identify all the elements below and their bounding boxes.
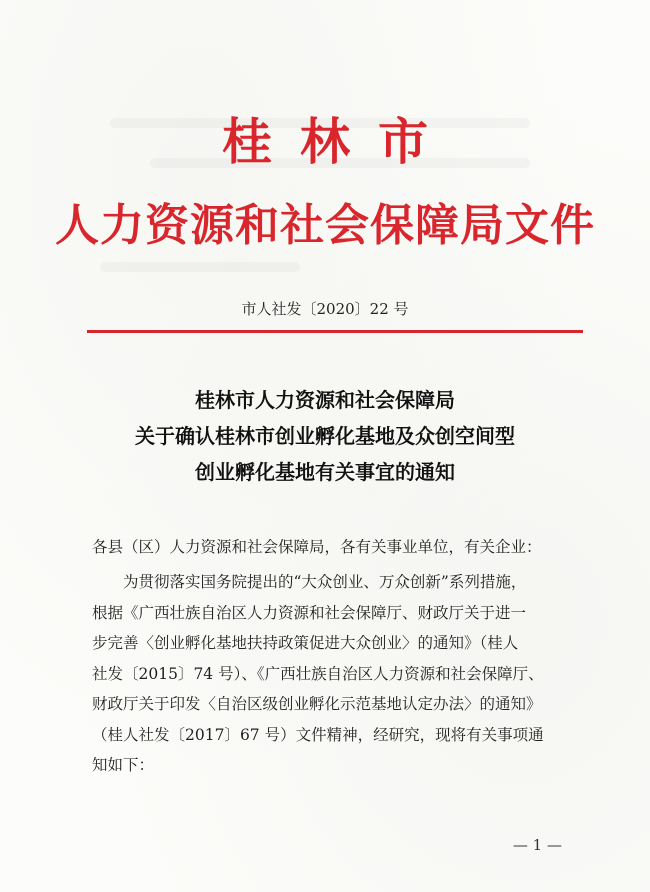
document-number: 市人社发〔2020〕22 号: [241, 300, 409, 318]
addressee: 各县（区）人力资源和社会保障局，各有关事业单位，有关企业：: [92, 538, 542, 556]
body-line: 为贯彻落实国务院提出的“大众创业、万众创新”系列措施，: [123, 573, 527, 591]
page-number: — 1 —: [512, 836, 562, 854]
subject-line: 创业孵化基地有关事宜的通知: [195, 460, 455, 484]
body-line: 根据《广西壮族自治区人力资源和社会保障厅、财政厅关于进一: [92, 603, 527, 622]
body-line: 步完善〈创业孵化基地扶持政策促进大众创业〉的通知》（桂人: [92, 634, 519, 652]
header-bureau-doc: 人力资源和社会保障局文件: [55, 200, 595, 251]
document-subject: [0, 382, 650, 490]
body-line: 财政厅关于印发〈自治区级创业孵化示范基地认定办法〉的通知》: [92, 695, 542, 713]
header-city: 桂林市: [222, 112, 456, 171]
body-line: 社发〔2015〕74 号）、《广西壮族自治区人力资源和社会保障厅、: [92, 664, 544, 683]
body-line: （桂人社发〔2017〕67 号）文件精神，经研究，现将有关事项通: [92, 725, 544, 744]
red-divider-line: [87, 330, 583, 333]
subject-line: 桂林市人力资源和社会保障局: [195, 388, 455, 412]
body-line: 知如下：: [92, 756, 155, 774]
scan-artifact: [100, 262, 300, 272]
subject-line: 关于确认桂林市创业孵化基地及众创空间型: [135, 424, 515, 448]
body-paragraph: [92, 567, 592, 781]
